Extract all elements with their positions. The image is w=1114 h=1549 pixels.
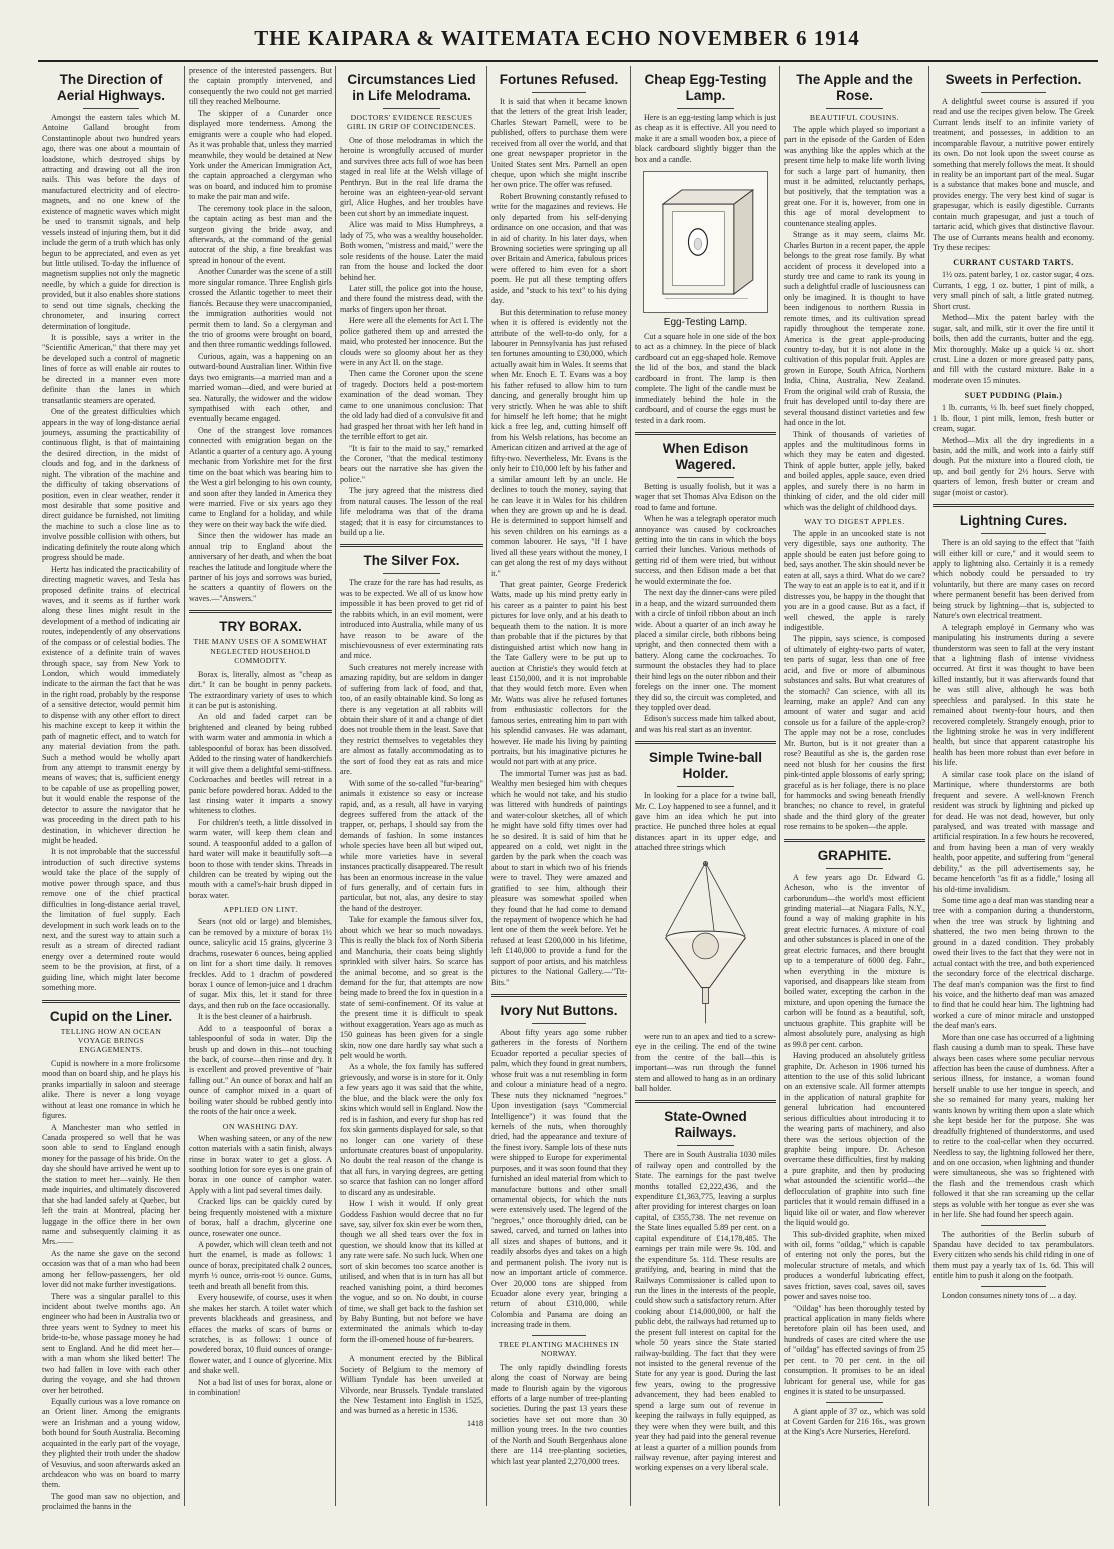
paragraph: Such creatures not merely increase with amazing rapidity, but are seldom in danger of suffering from lack of food, and that, too, of an easily obtainable kind. So long as there is any vegetation at all rabbits will obtain their share of it and a change of diet does not trouble them in the least. Save that they restrict themselves to vegetables they are almost as fatally accommodating as to the sort of food they eat as rats and mice are.: [340, 662, 483, 777]
paragraph: The jury agreed that the mistress died from natural causes. The lesson of the real life melodrama was that of the drama staged; that it is easy for circumstances to build up a lie.: [340, 486, 483, 537]
section-heading: WAY TO DIGEST APPLES.: [804, 517, 905, 527]
article-cupid-liner: [42, 1059, 180, 1513]
article-ivory-nut: [491, 1028, 627, 1331]
article-graphite: [784, 873, 925, 1438]
paragraph: The apple which played so important a part in the episode of the Garden of Eden was anything like the apples which at the present time help to make life worth living for such a large part of humanity, then must it be admitted, reluctantly perhaps, but positively, that the temptation was a great one. For it is, however, from one in this age of moral development to countenance stealing apples.: [784, 124, 925, 228]
column-7: [929, 66, 1098, 1506]
paragraph: A powder, which will clean teeth and not hurt the enamel, is made as follows: 1 ounce of borax, precipitated chalk 2 ounces, myrrh ½ ounce, orris-root ½ ounce. Gums, teeth and breath all benefit from this.: [189, 1240, 332, 1291]
headline-state-railways: State-Owned Railways.: [664, 1109, 747, 1141]
paragraph: The good man saw no objection, and proclaimed the banns in the: [42, 1491, 180, 1512]
rule: [383, 573, 440, 574]
section-heading: ON WASHING DAY.: [222, 1121, 299, 1131]
rule: [677, 477, 733, 478]
rule: [981, 1286, 1045, 1287]
rule: [826, 1402, 882, 1403]
subheadline: TREE PLANTING MACHINES IN NORWAY.: [498, 1339, 620, 1359]
headline-graphite: GRAPHITE.: [817, 847, 892, 863]
headline-apple-rose: The Apple and the Rose.: [796, 72, 913, 103]
paragraph: A monument erected by the Biblical Society of Belgium to the memory of William Tyndale has been unveiled at Vilvorde, near Brussels. Tyndale translated the New Testament into English in 1525, and was burned as a heretic in 1536.: [340, 1354, 483, 1416]
paragraph: There are in South Australia 1030 miles of railway open and controlled by the State. The earnings for the past twelve months totalled £2,222,436, and the expenditure £1,363,775, leaving a surplus after providing for interest charges on loan capital, of £355,738. The net revenue on the State lines equalled 5.89 per cent. on a capital expenditure of £14,178,485. The earnings per train mile were 9s. 10d. and the expenditure 5s. 11d. These results are gratifying, and, bearing in mind that the Railways Commissioner is called upon to run the lines in the interests of the people, could show such a satisfactory return. After cooking about £14,000,000, or half the public debt, the railways had returned up to the present full interest on capital for the whole 50 years since the State started railway-building. The fact that they were not insisted to the general revenue of the State for any year is good. During the last few years, owing to the progressive advancement, they had been enabled to spend a large sum out of revenue in keeping the railways in fully equipped, as they were when they were built, and this year they had paid into the general revenue at least a quarter of a million pounds from railway revenue, after paying interest and working expenses on a very liberal scale.: [635, 1150, 776, 1473]
article-separator: [635, 741, 776, 744]
paragraph: Robert Browning constantly refused to write for the magazines and reviews. He only departed from his self-denying ordinance on one occasion, and that was in aid of charity. In his later days, when Browning societies were springing up all over Britain and America, fabulous prices were offered to him even for a short poem. He put all these tempting offers aside, and "stuck to his text" to his dying day.: [491, 191, 627, 306]
column-6: [780, 66, 929, 1506]
rule: [383, 108, 440, 109]
rule: [981, 92, 1045, 93]
article-separator: [784, 839, 925, 842]
headline-silver-fox: The Silver Fox.: [363, 553, 460, 569]
paragraph: Every housewife, of course, uses it when she makes her starch. A toilet water which prevents blackheads and greasiness, and effaces the marks of scars of burns or scratches, is as follows: 1 ounce of powdered borax, 10 fluid ounces of orange-flower water, and 1 ounce of glycerine. Mix and shake well.: [189, 1293, 332, 1376]
paragraph: This sub-divided graphite, when mixed with oil, forms "oildag," which is capable of entering not only the pores, but the molecular structure of metals, and which produces a wonderful lubricating effect, saves friction, saves coal, saves oil, saves power and saves noise too.: [784, 1229, 925, 1302]
headline-edison-wagered: When Edison Wagered.: [662, 440, 749, 472]
paragraph: That great painter, George Frederick Watts, made up his mind pretty early in his career as a painter to paint his best pictures for love only, and at his death to bequeath them to the nation. It is more than probable that if the pictures by that distinguished artist which now hang in the Tate Gallery were to be put up to auction at Christie's they would fetch at least £150,000, and it is not improbable that they would fetch more. Even when Mr. Watts was alive he refused fortunes from enthusiastic collectors for the famous series, entreating him to part with his splendid canvases. He was adamant, however. He made his living by painting portraits, but his imaginative pictures he would not part with at any price.: [491, 580, 627, 767]
article-apple-rose: [784, 125, 925, 833]
column-5: [631, 66, 780, 1506]
article-fortunes-refused: [491, 97, 627, 988]
rule: [532, 92, 586, 93]
paragraph: The skipper of a Cunarder once displayed more tenderness. Among the emigrants were a couple who had eloped. As it was probable that, unless they married meanwhile, they would be detained at New York under the American Immigration Act, the captain approached a clergyman who was on board, and induced him to promise to make the pair man and wife.: [189, 108, 332, 202]
rule: [677, 1145, 733, 1146]
recipe-title: CURRANT CUSTARD TARTS.: [953, 258, 1074, 268]
rule: [826, 108, 882, 109]
headline-lightning-cures: Lightning Cures.: [959, 513, 1068, 529]
paragraph: With some of the so-called "fur-bearing" animals it existence so easy or increase rapid, and, as a result, all have in varying degrees suffered from the attack of the trapper, or, perhaps, I should say from the demands of fashion. In some instances whole species have been all but wiped out, while more varieties have in several instances practically disappeared. The result has been an enormous increase in the value of furs generally, and of certain furs in particular, but not, alas, any desire to stay the hand of the destroyer.: [340, 778, 484, 913]
article-separator: [42, 1000, 180, 1003]
paragraph: Strange as it may seem, claims Mr. Charles Burton in a recent paper, the apple belongs to the great rose family. By what accident of process it developed into a sturdy tree and came to rank its young in such a delightful cradle of lusciousness can only be imagined. It is thought to have been indigenous to northern Russia in remote times, and its cultivation spread rapidly throughout the temperate zone. America is the great apple-producing country to-day, but it is not alone in the cultivation of this popular fruit. Apples are grown in Europe, South Africa, Northern India, China, Australia, New Zealand. From the original wild crab of Russia, the fruit has developed until to-day there are several thousand distinct varieties and few had once in the lot.: [784, 230, 925, 428]
paragraph: A giant apple of 37 oz., which was sold at Covent Garden for 216 16s., was grown at the King's Acre Nurseries, Hereford.: [784, 1406, 925, 1437]
column-3: [336, 66, 487, 1506]
headline-ivory-nut: Ivory Nut Buttons.: [500, 1003, 618, 1019]
subheadline: BEAUTIFUL COUSINS.: [809, 112, 900, 122]
article-separator: [189, 610, 332, 613]
headline-fortunes-refused: Fortunes Refused.: [499, 72, 619, 87]
paragraph: The craze for the rare has had results, as was to be expected. We all of us know how impossible it has been proved to get rid of the rabbits which, in an evil moment, were introduced into Australia, while many of us have reason to be aware of the mischievousness of ever exterminating rats and mice.: [340, 578, 483, 661]
paragraph: It is possible, says a writer in the "Scientific American," that there may yet be developed such a control of magnetic lines of force as will enable air routes to be directed in a manner even more definite than the lanes in which transatlantic steamers are operated.: [42, 333, 180, 405]
paragraph: When he was a telegraph operator much annoyance was caused by cockroaches getting into the tin cans in which the boys carried their lunches. Various methods of getting rid of them were tried, but without success, and then Edison made a bet that he would exterminate the foe.: [635, 514, 776, 586]
paragraph: "Oildag" has been thoroughly tested by practical application in many fields where heretofore plain oil has been used, and hundreds of cases are cited where the use of "oildag" has effected savings of from 25 per cent. to 70 per cent. in the oil consumption. It promises to be an ideal lubricant for general use, while for gas engines it is stated to be unsurpassed.: [784, 1303, 925, 1397]
subheadline: DOCTORS' EVIDENCE RESCUES GIRL IN GRIP OF COINCIDENCES.: [347, 112, 476, 132]
paragraph: A similar case took place on the island of Martinique, where thunderstorms are both frequent and severe. A well-known French resident was struck by lightning and picked up for dead. He was not dead, however, but only paralysed, and was treated with massage and artificial respiration. In a few hours he recovered, and from having been a man of very weakly health, poor appetite, and suffering from "general debility," as the pill advertisements say, he became henceforth "as fit as a fiddle," losing all his old-time invalidism.: [933, 769, 1094, 894]
paragraph: An old and faded carpet can be brightened and cleaned by being rubbed with warm water and ammonia in which a tablespoonful of borax has been dissolved. Added to the rinsing water of handkerchiefs it will give them a delightful semi-stiffness. Cockroaches and beetles will retreat in a panic before powdered borax. Added to the last rinsing water it imparts a snowy whiteness to clothes.: [189, 712, 332, 816]
paragraph: A Manchester man who settled in Canada prospered so well that he was soon able to send to England enough money for the passage of his bride. On the day she should have arrived he went up to the station to meet her—vainly. He then made inquiries, and ultimately discovered that she had landed safely at Quebec, but left the train at Montreal, placing her luggage in the office there in her own name and subsequently claiming it as Mrs.——: [42, 1122, 180, 1247]
paragraph: Having produced an absolutely gritless graphite, Dr. Acheson in 1906 turned his attention to the use of this solid lubricant on an extensive scale. All former attempts in the application of natural graphite for general lubrication had encountered serious difficulties about introducing it to the wearing parts of machinery, and also there was the serious objection of the graphite being impure. Dr. Acheson overcame these difficulties, first by making a pure graphite, and then by producing what astounded the scientific world—the deflocculation of graphite into such fine particles that it would remain diffused in a liquid like oil or water, and flow wherever the liquid would go.: [784, 1051, 925, 1228]
article-circumstances: [340, 136, 483, 539]
paragraph: As a whole, the fox family has suffered grievously, and worse is in store for it. Only a few years ago it was said that the white, the blue, and the black were the only fox skins which would sell in England. Now the red is in fashion, and every fur shop has red fox skin garments displayed for sale, so that no longer can one variety of these unfortunate creatures boast of unpopularity. No doubt the real reason of the change is that all furs, in varying degrees, are getting so scarce that fashion can no longer afford to discard any as undesirable.: [340, 1062, 483, 1197]
paragraph: Since then the widower has made an annual trip to England about the anniversary of her death, and when the boat reaches the latitude and longitude where the partner of his joys and sorrows was buried, he scatters a quantity of flowers on the waves.—"Answers.": [189, 531, 332, 603]
page-note: 1418: [467, 1418, 483, 1428]
paragraph: Curious, again, was a happening on an outward-bound Australian liner. Within five days two emigrants—a married man and a married woman—died, and were buried at sea. Naturally, the widower and the widow sympathised with each other, and eventually became engaged.: [189, 351, 332, 424]
headline-twine-holder: Simple Twine-ball Holder.: [648, 750, 763, 782]
paragraph: How I wish it would. If only great Goddess Fashion would decree that no fur save, say, silver fox skin ever be worn then, though we all shed tears over the fox in question, we should know that its killed at any rate were safe. No such luck. When one sort of skin becomes too scarce another is utilised, and when that is in turn has all but reached vanishing point, a third becomes the vogue, and so on. No doubt, in course of time, we shall get back to the fashion set by Baby Bunting, but not before we have exterminated the animals which to-day form the ill-omened house of fur-bearers.: [340, 1199, 483, 1344]
paragraph: Betting is usually foolish, but it was a wager that set Thomas Alva Edison on the road to fame and fortune.: [635, 481, 776, 512]
paragraph: Alice was maid to Miss Humphreys, a lady of 75, who was a wealthy householder. Both women, "mistress and maid," were the sole residents of the house. Later the maid ran from the house and locked the door behind her.: [340, 220, 483, 282]
section-heading: APPLIED ON LINT.: [223, 905, 298, 915]
article-separator: [635, 1100, 776, 1103]
column-1: [38, 66, 184, 1512]
rule: [677, 786, 733, 787]
twine-holder-illustration: [641, 858, 770, 1028]
paragraph: But this determination to refuse money when it is offered is evidently not the attribute of the well-to-do only, for a labourer in Pennsylvania has just refused ten fortunes amounting to £30,000, which actually await him in Wales. It seems that when Mr. Enoch E. T. Evans was a boy his father refused to allow him to turn dancing, and generally brought him up very strictly. When he was able to shift for himself he left home; that he might kick a free leg, and, cutting himself off from his Welsh relations, has become an American citizen and arrived at the age of fifty-two. Nevertheless, Mr. Evans is the only heir to £10,000 left by his father and a similar amount left by an uncle. He declines to touch the money, saying that he can leave it in Wales for his children when they are grown up and he is dead. He is determined to support himself and his seven children on his earnings as a common labourer. He says, "If I have lived all these years without the money, I can get along the rest of my days without it.": [491, 307, 627, 578]
paragraph: It is said that when it became known that the letters of the great Irish leader, Charles Stewart Parnell, were to be published, offers to purchase them were received from all over the world, and that one great newspaper proprietor in the United States sent Mrs. Parnell an open cheque, upon which she might inscribe her own price. The offer was refused.: [491, 96, 627, 190]
paragraph: Later still, the police got into the house, and there found the mistress dead, with the marks of fingers upon her throat.: [340, 283, 483, 314]
paragraph: The apple in an uncooked state is not very digestible, says one authority. The apple should be eaten just before going to bed, says another. The skin should never be eaten at all, says a third. What do we care? The way to eat an apple is to eat it, and if it distresses you, be happy in the thought that you are in a good cause. But as a fact, if well chewed, the apple is rarely indigestible.: [784, 529, 925, 632]
paragraph: Method—Mix the patent barley with the sugar, salt, and milk, stir it over the fire until it boils, then add the currants, butter and the egg. Mix thoroughly. Make up a quick ¼ oz. short crust. Line a dozen or more greased patty pans, and fill with the custard mixture. Bake in a moderate oven 15 minutes.: [933, 313, 1094, 385]
column-2: [185, 66, 336, 1506]
subheadline: TELLING HOW AN OCEAN VOYAGE BRINGS ENGAGEMENTS.: [60, 1026, 162, 1055]
paragraph: The immortal Turner was just as bad. Wealthy men besieged him with cheques which he would not take, and his studio was littered with hundreds of paintings and water-colour sketches, all of which he might have sold fifty times over had he so desired. It is said of him that he appeared on a cold, wet night in the garden by the park when the coach was about to start in which two of his friends were to travel. They were amazed and gratified to see him, although their pleasure was somewhat spoiled when they found that he had come to demand the repayment of twopence which he had lent one of them the week before. Yet he refused at least £200,000 in his lifetime, left £140,000 to provide a fund for the support of poor artists, and his matchless pictures to the National Gallery.—"Tit-Bits.": [491, 768, 627, 987]
paragraph: Borax is, literally, almost as "cheap as dirt." It can be bought in penny packets. The extraordinary variety of uses to which it can be put is astonishing.: [189, 669, 332, 710]
paragraph: There is an old saying to the effect that "faith will either kill or cure," and it would seem to apply to lightning also. Certainly it is a remedy which nobody could be persuaded to try voluntarily, but there are many cases on record where permanent benefit has been derived from being struck by lightning—that is, subjected to Nature's own electrical treatment.: [933, 538, 1094, 621]
headline-sweets: Sweets in Perfection.: [945, 72, 1082, 87]
paragraph: The ceremony took place in the saloon, the captain acting as best man and the surgeon giving the bride away, and afterwards, at the command of the genial autocrat of the ship, a fine breakfast was spread in honour of the event.: [189, 203, 332, 265]
paragraph: London consumes ninety tons of ... a day.: [942, 1290, 1077, 1300]
rule: [677, 108, 733, 109]
article-silver-fox: [340, 578, 483, 1428]
article-separator: [635, 432, 776, 435]
rule: [83, 108, 138, 109]
paragraph: Method—Mix all the dry ingredients in a basin, add the milk, and work into a fairly stiff dough. Put the mixture into a floured cloth, tie up, and boil gently for 2½ hours. Serve with quarters of lemon, fresh butter or cream and sugar (moist or castor).: [933, 435, 1094, 497]
paragraph: The next day the dinner-cans were piled in a heap, and the wizard surrounded them with a circle of tinfoil ribbon about an inch wide. About a quarter of an inch away he placed a similar circle, both ribbons being upright, and then connected them with a battery. Along came the cockroaches. To surmount the obstacles they had to place their hind legs on the outer ribbon and their forelegs on the inner one. The moment they did so, the circuit was completed, and they toppled over dead.: [635, 588, 776, 712]
paragraph: Equally curious was a love romance on an Orient liner. Among the emigrants were an Irishman and a young widow, both bound for South Australia. Becoming acquainted in the early part of the voyage, they plighted their troth under the shadow of Vesuvius, and soon afterwards asked an archdeacon who was on board to marry them.: [42, 1396, 180, 1490]
paragraph: Cracked lips can be quickly cured by being frequently moistened with a mixture of borax, half a drachm, glycerine one ounce, rosewater one ounce.: [189, 1197, 332, 1238]
paragraph: The pippin, says science, is composed of ultimately of eighty-two parts of water, ten parts of sugar, less than one of free acid, and five or more of albuminous substances and salts. But what creatures of the stomach? Can science, with all its learning, make an apple? And can any amount of water and sugar and acid console us for a failure of the apple-crop? The apple may not be a rose, concludes Mr. Burton, but is it not greater than a rose? Beautiful as she is, the garden rose need not blush for her cousins the first pink-tinted apple blossoms of early spring; graceful as is her foliage, there is no place for hammocks and swing beneath friendly branches; no chance to revel, in grateful shade and the third glory of the greater rose remains to be spoken—the apple.: [784, 634, 925, 832]
figure-caption: Egg-Testing Lamp.: [663, 317, 748, 329]
paragraph: The only rapidly dwindling forests along the coast of Norway are being made to flourish again by the vigorous efforts of a large number of tree-planting societies. During the past 13 years these societies have set out more than 30 million young trees. In the two counties of the North and South Bergenhaus alone there are 114 tree-planting societies, which last year planted 2,270,000 trees.: [491, 1362, 627, 1466]
paragraph: Add to a teaspoonful of borax a tablespoonful of soda in water. Dip the brush up and down in this—not touching the back, of course—then rinse and dry. It is excellent and proved preventive of "hair falling out." An ounce of borax and half an ounce of camphor mixed in a quart of boiling water should be rubbed gently into the roots of the hair once a week.: [189, 1023, 332, 1117]
masthead-title: THE KAIPARA & WAITEMATA ECHO NOVEMBER 6 1914: [254, 26, 860, 50]
paragraph: For children's teeth, a little dissolved in warm water, will keep them clean and sound. A teaspoonful added to a gallon of hard water will make it beautifully soft—a boon to those with tender skins. Threads in children can be treated by wiping out the mouth with a camel's-hair brush dipped in borax water.: [189, 817, 332, 900]
article-separator: [933, 504, 1094, 507]
headline-try-borax: TRY BORAX.: [219, 619, 302, 635]
newspaper-page: [38, 66, 1098, 1512]
paragraph: As the name she gave on the second occasion was that of a man who had been among her fellow-passengers, her old lover did not make further investigations.: [42, 1248, 180, 1290]
paragraph: Think of thousands of varieties of apples and the multitudinous forms in which they may be eaten and digested. Think of apple butter, apple jelly, baked and boiled apples, apple sauce, even dried apples, and surely there is no harm in thinking of cider, and the old cider mill which was the delight of childhood days.: [784, 429, 925, 512]
paragraph: presence of the interested passengers. But the captain promptly intervened, and consequently the two could not get married till they reached Melbourne.: [189, 66, 332, 107]
paragraph: Here were all the elements for Act I. The police gathered them up and arrested the maid, who protested her innocence. But the clouds were so gloomy about her as they were in any Act II. on the stage.: [340, 316, 483, 367]
paragraph: Amongst the eastern tales which M. Antoine Galland brought from Constantinople about two hundred years ago, there was one about a mountain of loadstone, which destroyed ships by attracting and drawing out all the iron nails. This was before the days of manufactured electricity and of electro-magnets, and no one knew of the existence of magnetic waves which might be used to transmit signals, and help vessels instead of injuring them, but it did include the germ of a truth which has only begun to be appreciated, and even as yet but little utilised. To-day the influence of magnetism supplies not only the magnetic needle, by which a guide for direction is provided, but it also enables shore stations to send out time signals, checking the chronometer, and insuring correct determination of longitude.: [42, 112, 180, 331]
egg-lamp-illustration: [643, 171, 768, 313]
paragraph: It is not improbable that the successful introduction of such directive systems would take the place of the supply of motive power through space, and thus remove one of the chief practical difficulties in long-distance aerial travel, the limitation of fuel supply. Each development in such work leads on to the next, and the surest way to attain such a result as a stream of directed radiant energy over a determined route would seem to be the provision, at first, of a guiding line, which might later become something more.: [42, 847, 180, 993]
paragraph: Cut a square hole in one side of the box to act as a chimney. In the piece of black cardboard cut an egg-shaped hole. Remove the lid of the box, and stand the black cardboard in front. The lamp is then complete. The light of the candle must be immediately behind the hole in the cardboard, and of course the eggs must be tested in a dark room.: [635, 332, 776, 425]
paragraph: The authorities of the Berlin suburb of Spandau have decided to tax perambulators. Every citizen who sends his child riding in one of them must pay a yearly tax of 1s. 6d. This will entitle him to push it along on the footpath.: [933, 1229, 1094, 1281]
article-edison: [635, 482, 776, 736]
paragraph: "It is fair to the maid to say," remarked the Coroner, "that the medical testimony bears out the narrative she has given the police.": [340, 443, 483, 484]
headline-aerial-highways: The Direction of Aerial Highways.: [56, 72, 166, 103]
rule: [981, 1225, 1045, 1226]
headline-circumstances: Circumstances Lied in Life Melodrama.: [347, 72, 476, 103]
article-sweets: [933, 97, 1094, 498]
article-lightning-cures: [933, 538, 1094, 1301]
paragraph: 1 lb. currants, ½ lb. beef suet finely chopped, 1 lb. flour, 1 pint milk, lemon, fresh butter or cream, sugar.: [933, 403, 1094, 434]
egg-lamp-drawing: [644, 172, 767, 312]
article-separator: [340, 544, 483, 547]
column-4: [487, 66, 631, 1506]
paragraph: Here is an egg-testing lamp which is just as cheap as it is effective. All you need to make it are a small wooden box, a piece of black cardboard slightly bigger than the box and a candle.: [635, 112, 776, 164]
paragraph: In looking for a place for a twine ball, Mr. C. Loy happened to see a funnel, and it gave him an idea which he put into practice. He punched three holes at equal distances apart in its upper edge, and attached three strings which: [635, 791, 776, 853]
paragraph: Edison's success made him talked about, and was his real start as an inventor.: [635, 714, 776, 734]
paragraph: More than one case has occurred of a lightning flash causing a dumb man to speak. These have always been cases where some peculiar nervous affection has been the cause of dumbness. After a serious illness, for instance, a woman found herself unable to use her tongue in speech, and she so remained for many years, making her wants known by writing them upon a slate which she kept beside her for the purpose. She was dreadfully frightened of thunderstorms, and used to retire to the coal-cellar when they occurred. Needless to say, the lightning followed her there, and on one occasion, when lightning and thunder were simultaneous, she was so frightened with the flash and the tremendous crash which followed it that she ran screaming up the cellar steps as voluble with her tongue as ever she was in her life. She had found her speech again.: [933, 1032, 1094, 1220]
recipe-title: SUET PUDDING (Plain.): [964, 391, 1063, 401]
rule: [532, 1023, 586, 1024]
paragraph: About fifty years ago some rubber gatherers in the forests of Northern Ecuador reported a peculiar species of palm, which they found in great numbers, whose fruit was a nut resembling in form and colour a miniature head of a negro. These nuts they nicknamed "negroes." Upon investigation (says "Commercial Intelligence") it was found that the kernels of the nuts, when thoroughly dried, had the appearance and texture of the finest ivory. Sample lots of these nuts were shipped to Europe for experimental purposes, and it was soon found that they furnished an ideal material from which to manufacture buttons and other small ornamental objects, for which the nuts were extensively used. The legend of the "negroes," once thoroughly dried, can be sawed, carved, and turned on lathes into all sizes and shapes of buttons, and it readily absorbs dyes and takes on a high and permanent polish. The ivory nut is now an important article of commerce. Over 20,000 tons are shipped from Ecuador alone every year, bringing a return of about £310,000, while Colombia and Panama are doing an increasing trade in them.: [491, 1028, 627, 1330]
paragraph: A delightful sweet course is assured if you read and use the recipes given below. The Greek Currant lends itself to an infinite variety of treatment, and possesses, in addition to an incomparable flavour, a nutritive power entirely its own. Do not look upon the sweet course as something that merely follows the meat. It should in reality be an important part of the meal. Sugar is a substance that makes bone and muscle, and provides energy. The very best kind of sugar is grapesugar, which is easily digestible. Currants contain much grapesugar, and just a touch of tartaric acid, which gives that distinctive flavour. The use of Currants means health and economy. Try these recipes:: [933, 96, 1094, 253]
paragraph: When washing sateen, or any of the new cotton materials with a satin finish, always rinse in borax water to get a gloss. A soothing lotion for sore eyes is one grain of borax in one ounce of camphor water. Apply with a lint pad several times daily.: [189, 1133, 332, 1195]
paragraph: Hertz has indicated the practicability of directing magnetic waves, and Tesla has proposed definite trains of electrical waves, and it seems as if further work along these lines might result in the development of a method of indicating air routes, independently of any observations of the compass or of celestial bodies. The existence of a definite train of waves through space, say from New York to London, which would immediately indicate to the airman the fact that he was in the right road, probably by the response of a sensitive detector, would permit him to dispense with any other effort to direct his machine except to keep it within the path of magnetic effect, and to watch for any material deviation from the path. Such a method would be wholly apart from any attempt to transmit energy by means of waves; that is, sufficient energy to be capable of use as propelling power, but it would enable the response of the detector to assure the navigator that he was proceeding in the direct path to his destination, in whichever direction he might be headed.: [42, 564, 180, 846]
article-tree-planting: [491, 1363, 627, 1467]
article-cupid-continued: [189, 66, 332, 604]
paragraph: Take for example the famous silver fox, about which we hear so much nowadays. This is really the black fox of North Siberia and Manchuria, their coats being slightly sprinkled with silver hairs. So scarce has the animal become, and so great is the demand for the fur, that attempts are now being made to breed the fox in question in a state of semi-confinement. Of its value at the present time it is difficult to speak without exaggeration. Years ago as much as 150 guineas has been given for a single skin, now one dare hardly say what such a pelt would be worth.: [340, 915, 483, 1061]
subheadline: THE MANY USES OF A SOMEWHAT NEGLECTED HOUSEHOLD COMMODITY.: [193, 637, 328, 666]
paragraph: Not a bad list of uses for borax, alone or in combination!: [189, 1377, 332, 1398]
paragraph: It is the best cleaner of a hairbrush.: [198, 1012, 312, 1022]
rule: [383, 1349, 440, 1350]
paragraph: 1½ ozs. patent barley, 1 oz. castor sugar, 4 ozs. Currants, 1 egg, 1 oz. butter, 1 pint of milk, a very small pinch of salt, a little grated nutmeg. Short crust.: [933, 270, 1094, 311]
paragraph: Then came the Coroner upon the scene of tragedy. Doctors held a post-mortem examination of the dead woman. They came to one unanimous conclusion: That the old lady had died of a convulsive fit and had grasped her throat with her left hand in the terrible effort to get air.: [340, 369, 483, 442]
paragraph: A telegraph employé in Germany who was manipulating his instruments during a severe thunderstorm was seen to fall at the very instant that a lightning flash of intense vividness occurred. At first it was thought to have been killed instantly, but it was afterwards found that he was still alive, although he was both speechless and paralysed. In this state he remained about twenty-four hours, and then recovered completely. Strangely enough, prior to the lightning stroke he was in very indifferent health, but since that apparent catastrophe his health has been more robust than ever before in his life.: [933, 622, 1094, 768]
paragraph: Sears (not old or large) and blemishes, can be removed by a mixture of borax 1½ ounce, salicylic acid 15 grains, glycerine 3 drachms, rosewater 6 ounces, being applied on lint for a short time daily. It removes freckles. Add to 1 drachm of powdered borax 1 ounce of lemon-juice and 1 drachm of sugar. Mix this, let it stand for three days, and then rub on the face occasionally.: [189, 917, 332, 1010]
paragraph: Another Cunarder was the scene of a still more singular romance. Three English girls crossed the Atlantic together to meet their fiancés. Because they were unaccompanied, the immigration authorities would not permit them to land. So a clergyman and the trio of grooms were brought on board, and then three romantic weddings followed.: [189, 267, 332, 350]
paragraph: were run to an apex and tied to a screw-eye in the ceiling. The end of the twine from the centre of the ball—this is important—was run through the funnel stem and allowed to hang as in an ordinary ball holder.: [635, 1031, 776, 1093]
funnel-drawing: [641, 858, 770, 1028]
article-aerial-highways: [42, 113, 180, 994]
article-try-borax: [189, 670, 332, 1399]
rule: [532, 1335, 586, 1336]
article-separator: [491, 994, 627, 997]
rule: [826, 868, 882, 869]
paragraph: Cupid is nowhere in a more frolicsome mood than on board ship, and he plays his pranks impartially in saloon and steerage alike. There is never a long voyage without at least one romance in which he figures.: [42, 1058, 180, 1121]
paragraph: One of the greatest difficulties which appears in the way of long-distance aerial journeys, assuming the practicability of continuous flight, is that of maintaining the desired direction, in the midst of clouds and fog, and in the darkness of night. The vibration of the machine and the difficulty of taking observations of position, even in clear weather, render it most desirable that some positive and direct guidance be furnished, not limiting the machine to such a close line as to involve possible collision with others, but indicating definitely the route along which progress should be made.: [42, 407, 180, 563]
masthead-rule: [38, 60, 1098, 62]
paragraph: One of those melodramas in which the heroine is wrongfully accused of murder and survives three acts full of woe has been staged in real life at the Welsh village of Penthryn. But in the real life drama the heroine was an eighteen-year-old servant girl, Alice Hughes, and her troubles have been cut short by an immediate inquest.: [340, 135, 483, 218]
paragraph: One of the strangest love romances connected with emigration began on the Atlantic a quarter of a century ago. A young mechanic from Yorkshire met for the first time on the boat which was bearing him to the West a girl belonging to his own county, and soon after they landed in America they were married. Five or six years ago they came to England for a holiday, and while they were on their way back the wife died.: [189, 425, 332, 529]
headline-cupid-liner: Cupid on the Liner.: [49, 1008, 173, 1024]
paragraph: A few years ago Dr. Edward G. Acheson, who is the inventor of carborundum—the world's most efficient grinding material—at Niagara Falls, N.Y., found a way of making graphite in his great electric furnaces. A mixture of coal and other substances is placed in one of the great electric furnaces, and there brought up to a temperature of 6000 deg. Fahr., when everything in the mixture is vaporised, and disappears like steam from boiled water, excepting the carbon in the mixture, and upon opening the furnace the carbon will be found as a beautiful, soft, unctuous graphite. This graphite will be almost absolutely pure, analysing as high as 99.8 per cent. carbon.: [784, 872, 925, 1049]
paragraph: There was a singular parallel to this incident about twelve months ago. An engineer who had been in Australia two or three years went to Sydney to meet his bride-to-be, whose passage money he had sent to England. And he did meet her—with a man whom she liked better! The two had fallen in love with each other during the voyage, and she had thrown over her betrothed.: [42, 1291, 180, 1395]
paragraph: Some time ago a deaf man was standing near a tree with a companion during a thunderstorm, when the tree was struck by lightning and shattered, the two men being thrown to the ground in a dazed condition. They probably owed their lives to the fact that they were not in actual contact with the tree, and both experienced the secondary force of the electrical discharge. The deaf man's companion was the first to find his voice, and the hitherto deaf man was amazed to find that he could hear him. The lightning had worked a cure of minor miracle and unstopped the deaf man's ears.: [933, 896, 1094, 1031]
headline-egg-lamp: Cheap Egg-Testing Lamp.: [644, 72, 767, 103]
rule: [981, 533, 1045, 534]
